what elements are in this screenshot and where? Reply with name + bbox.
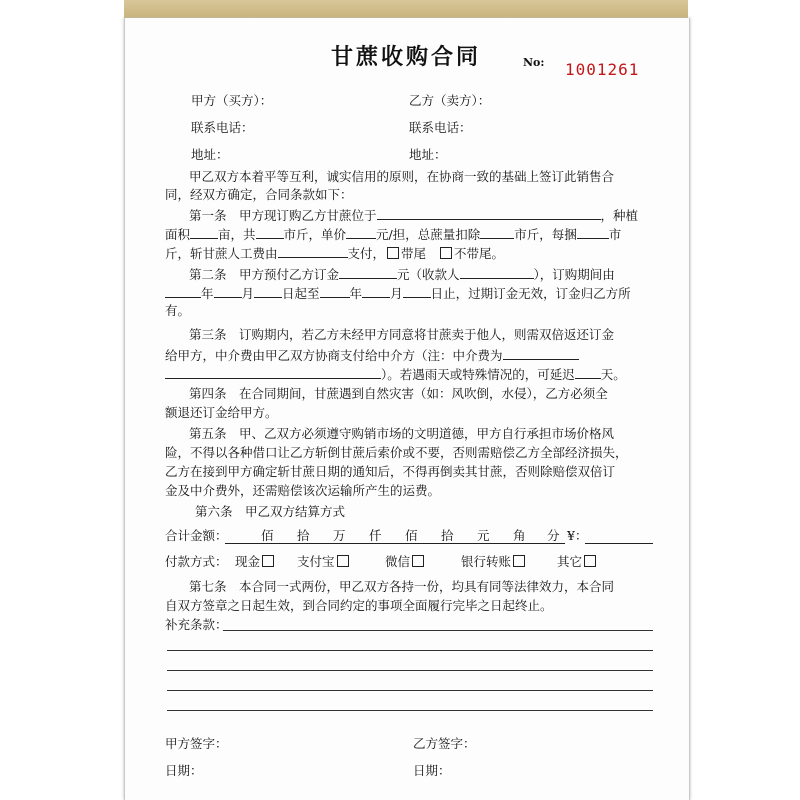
yen-amount-field[interactable]	[585, 527, 653, 544]
serial-number: 1001261	[565, 60, 640, 79]
article-5-line-4: 金及中介费外，还需赔偿该次运输所产生的运费。	[165, 483, 441, 498]
agent-fee-blank[interactable]	[503, 345, 579, 360]
article-3-text: 天。	[600, 367, 626, 382]
party-b-date-label: 日期：	[413, 763, 451, 778]
payment-cash-label: 现金	[235, 554, 261, 569]
serial-number-label: No:	[523, 56, 545, 69]
unit-thousand: 仟	[369, 528, 382, 543]
article-3-line-1: 第三条 订购期内，若乙方未经甲方同意将甘蔗卖于他人，则需双倍返还订金	[189, 327, 615, 342]
wechat-checkbox[interactable]	[412, 555, 424, 567]
payment-other[interactable]	[557, 553, 598, 571]
with-tail-checkbox[interactable]	[387, 247, 399, 259]
unit-yuan: 元	[477, 528, 490, 543]
party-a-phone: 联系电话：	[191, 120, 254, 135]
unit-hundred: 佰	[405, 528, 418, 543]
delay-days-blank[interactable]	[575, 364, 601, 379]
party-a-buyer: 甲方（买方）：	[191, 93, 273, 108]
alipay-checkbox[interactable]	[337, 555, 349, 567]
supplement-line[interactable]	[167, 690, 653, 691]
agent-fee-cont-blank[interactable]	[165, 364, 381, 379]
article-2-text: ），订购期间由	[533, 267, 615, 282]
article-1-text: 市斤，单价	[283, 227, 347, 242]
start-year-blank[interactable]	[165, 283, 201, 298]
party-b-phone: 联系电话：	[409, 120, 472, 135]
location-blank[interactable]	[377, 205, 601, 220]
article-4-line-2: 额退还订金给甲方。	[165, 405, 278, 420]
article-1-text: 支付，	[347, 246, 386, 261]
article-7-line-1: 第七条 本合同一式两份，甲乙双方各持一份，均具有同等法律效力，本合同	[189, 579, 615, 594]
article-2-line-2	[165, 283, 631, 303]
total-amount-label: 合计金额：	[165, 528, 228, 543]
notepad-binding	[124, 0, 688, 19]
yen-label: ¥：	[567, 528, 588, 543]
payment-bank[interactable]	[461, 553, 527, 571]
article-1-text: 面积	[165, 227, 191, 242]
party-a-signature-label: 甲方签字：	[165, 736, 228, 751]
start-month-blank[interactable]	[214, 283, 242, 298]
supplement-line[interactable]	[167, 670, 653, 671]
payment-alipay-label: 支付宝	[297, 554, 335, 569]
payment-wechat-label: 微信	[385, 554, 411, 569]
article-1-text: 不带尾。	[453, 246, 504, 261]
article-2-text: 月	[241, 286, 255, 301]
article-2-text: 日起至	[282, 286, 320, 301]
article-2-line-1	[189, 264, 615, 284]
unit-ten: 拾	[441, 528, 454, 543]
article-3-line-2	[165, 345, 579, 365]
unit-ten-million: 拾	[297, 528, 310, 543]
payee-blank[interactable]	[460, 264, 534, 279]
payment-alipay[interactable]	[297, 553, 351, 571]
supplement-line[interactable]	[167, 710, 653, 711]
party-b-signature-label: 乙方签字：	[413, 736, 476, 751]
article-1-line-2	[165, 224, 621, 244]
area-blank[interactable]	[190, 224, 218, 239]
payment-other-label: 其它	[557, 554, 583, 569]
unit-price-blank[interactable]	[346, 224, 376, 239]
intro-line-1: 甲乙双方本着平等互利，诚实信用的原则，在协商一致的基础上签订此销售合	[189, 169, 615, 184]
end-year-blank[interactable]	[320, 283, 350, 298]
supplement-line[interactable]	[167, 650, 653, 651]
party-a-address: 地址：	[191, 147, 229, 162]
article-3-text: 给甲方，中介费由甲乙双方协商支付给中介方（注：中介费为	[165, 348, 503, 363]
article-7-line-2: 自双方签章之日起生效，到合同约定的事项全面履行完毕之日起终止。	[165, 598, 553, 613]
article-1-line-1	[189, 205, 638, 225]
article-2-text: 月	[390, 286, 403, 301]
article-4-line-1: 第四条 在合同期间，甘蔗遇到自然灾害（如：风吹倒，水侵），乙方必须全	[189, 386, 608, 401]
article-5-line-2: 险，不得以各种借口让乙方斩倒甘蔗后索价或不要，否则需赔偿乙方全部经济损失，	[165, 445, 628, 460]
article-1-text: 市	[608, 227, 622, 242]
article-5-line-1: 第五条 甲、乙双方必须遵守购销市场的文明道德，甲方自行承担市场价格风	[189, 426, 615, 441]
unit-fen: 分	[547, 528, 560, 543]
bundle-blank[interactable]	[577, 224, 609, 239]
party-b-seller: 乙方（卖方）：	[409, 93, 491, 108]
article-1-text: 亩，共	[218, 227, 256, 242]
article-2-line-3: 有。	[165, 303, 191, 318]
deduction-blank[interactable]	[480, 224, 514, 239]
article-2-text: 元（收款人	[397, 267, 460, 282]
cash-checkbox[interactable]	[262, 555, 274, 567]
contract-title: 甘蔗收购合同	[331, 44, 482, 70]
article-6-title: 第六条 甲乙双方结算方式	[195, 504, 346, 519]
party-a-date-label: 日期：	[165, 763, 203, 778]
no-tail-checkbox[interactable]	[440, 247, 452, 259]
article-1-text: 市斤，每捆	[514, 227, 577, 242]
bank-checkbox[interactable]	[513, 555, 525, 567]
payment-method-label: 付款方式：	[165, 554, 228, 569]
article-1-line-3	[165, 243, 504, 263]
payment-wechat[interactable]	[385, 553, 426, 571]
article-3-text: ）。若遇雨天或特殊情况的，可延迟	[381, 367, 575, 382]
article-2-text: 年	[201, 286, 214, 301]
payment-cash[interactable]	[235, 553, 276, 571]
article-1-text: ，种植	[600, 208, 639, 223]
deposit-blank[interactable]	[339, 264, 397, 279]
labor-payer-blank[interactable]	[278, 243, 348, 258]
end-day-blank[interactable]	[403, 283, 431, 298]
unit-jiao: 角	[513, 528, 526, 543]
contract-sheet	[124, 18, 690, 800]
article-1-text: 元/担，总蔗量扣除	[376, 227, 481, 242]
weight-blank[interactable]	[256, 224, 284, 239]
article-1-text: 第一条 甲方现订购乙方甘蔗位于	[189, 208, 377, 223]
article-2-text: 日止，过期订金无效，订金归乙方所	[430, 286, 631, 301]
other-checkbox[interactable]	[584, 555, 596, 567]
article-1-text: 带尾	[401, 246, 427, 261]
total-amount-field[interactable]	[225, 527, 565, 544]
payment-bank-label: 银行转账	[461, 554, 512, 569]
unit-hundred-million: 佰	[261, 528, 274, 543]
start-day-blank[interactable]	[254, 283, 282, 298]
intro-line-2: 同，经双方确定，合同条款如下：	[165, 187, 353, 202]
supplement-line[interactable]	[223, 630, 653, 631]
article-5-line-3: 乙方在接到甲方确定斩甘蔗日期的通知后，不得再倒卖其甘蔗，否则除赔偿双倍订	[165, 464, 616, 479]
end-month-blank[interactable]	[362, 283, 390, 298]
party-b-address: 地址：	[409, 147, 447, 162]
unit-ten-thousand: 万	[333, 528, 346, 543]
supplement-label: 补充条款：	[165, 617, 228, 632]
article-3-line-3	[165, 364, 626, 384]
article-2-text: 第二条 甲方预付乙方订金	[189, 267, 340, 282]
article-1-text: 斤，斩甘蔗人工费由	[165, 246, 278, 261]
article-2-text: 年	[349, 286, 363, 301]
